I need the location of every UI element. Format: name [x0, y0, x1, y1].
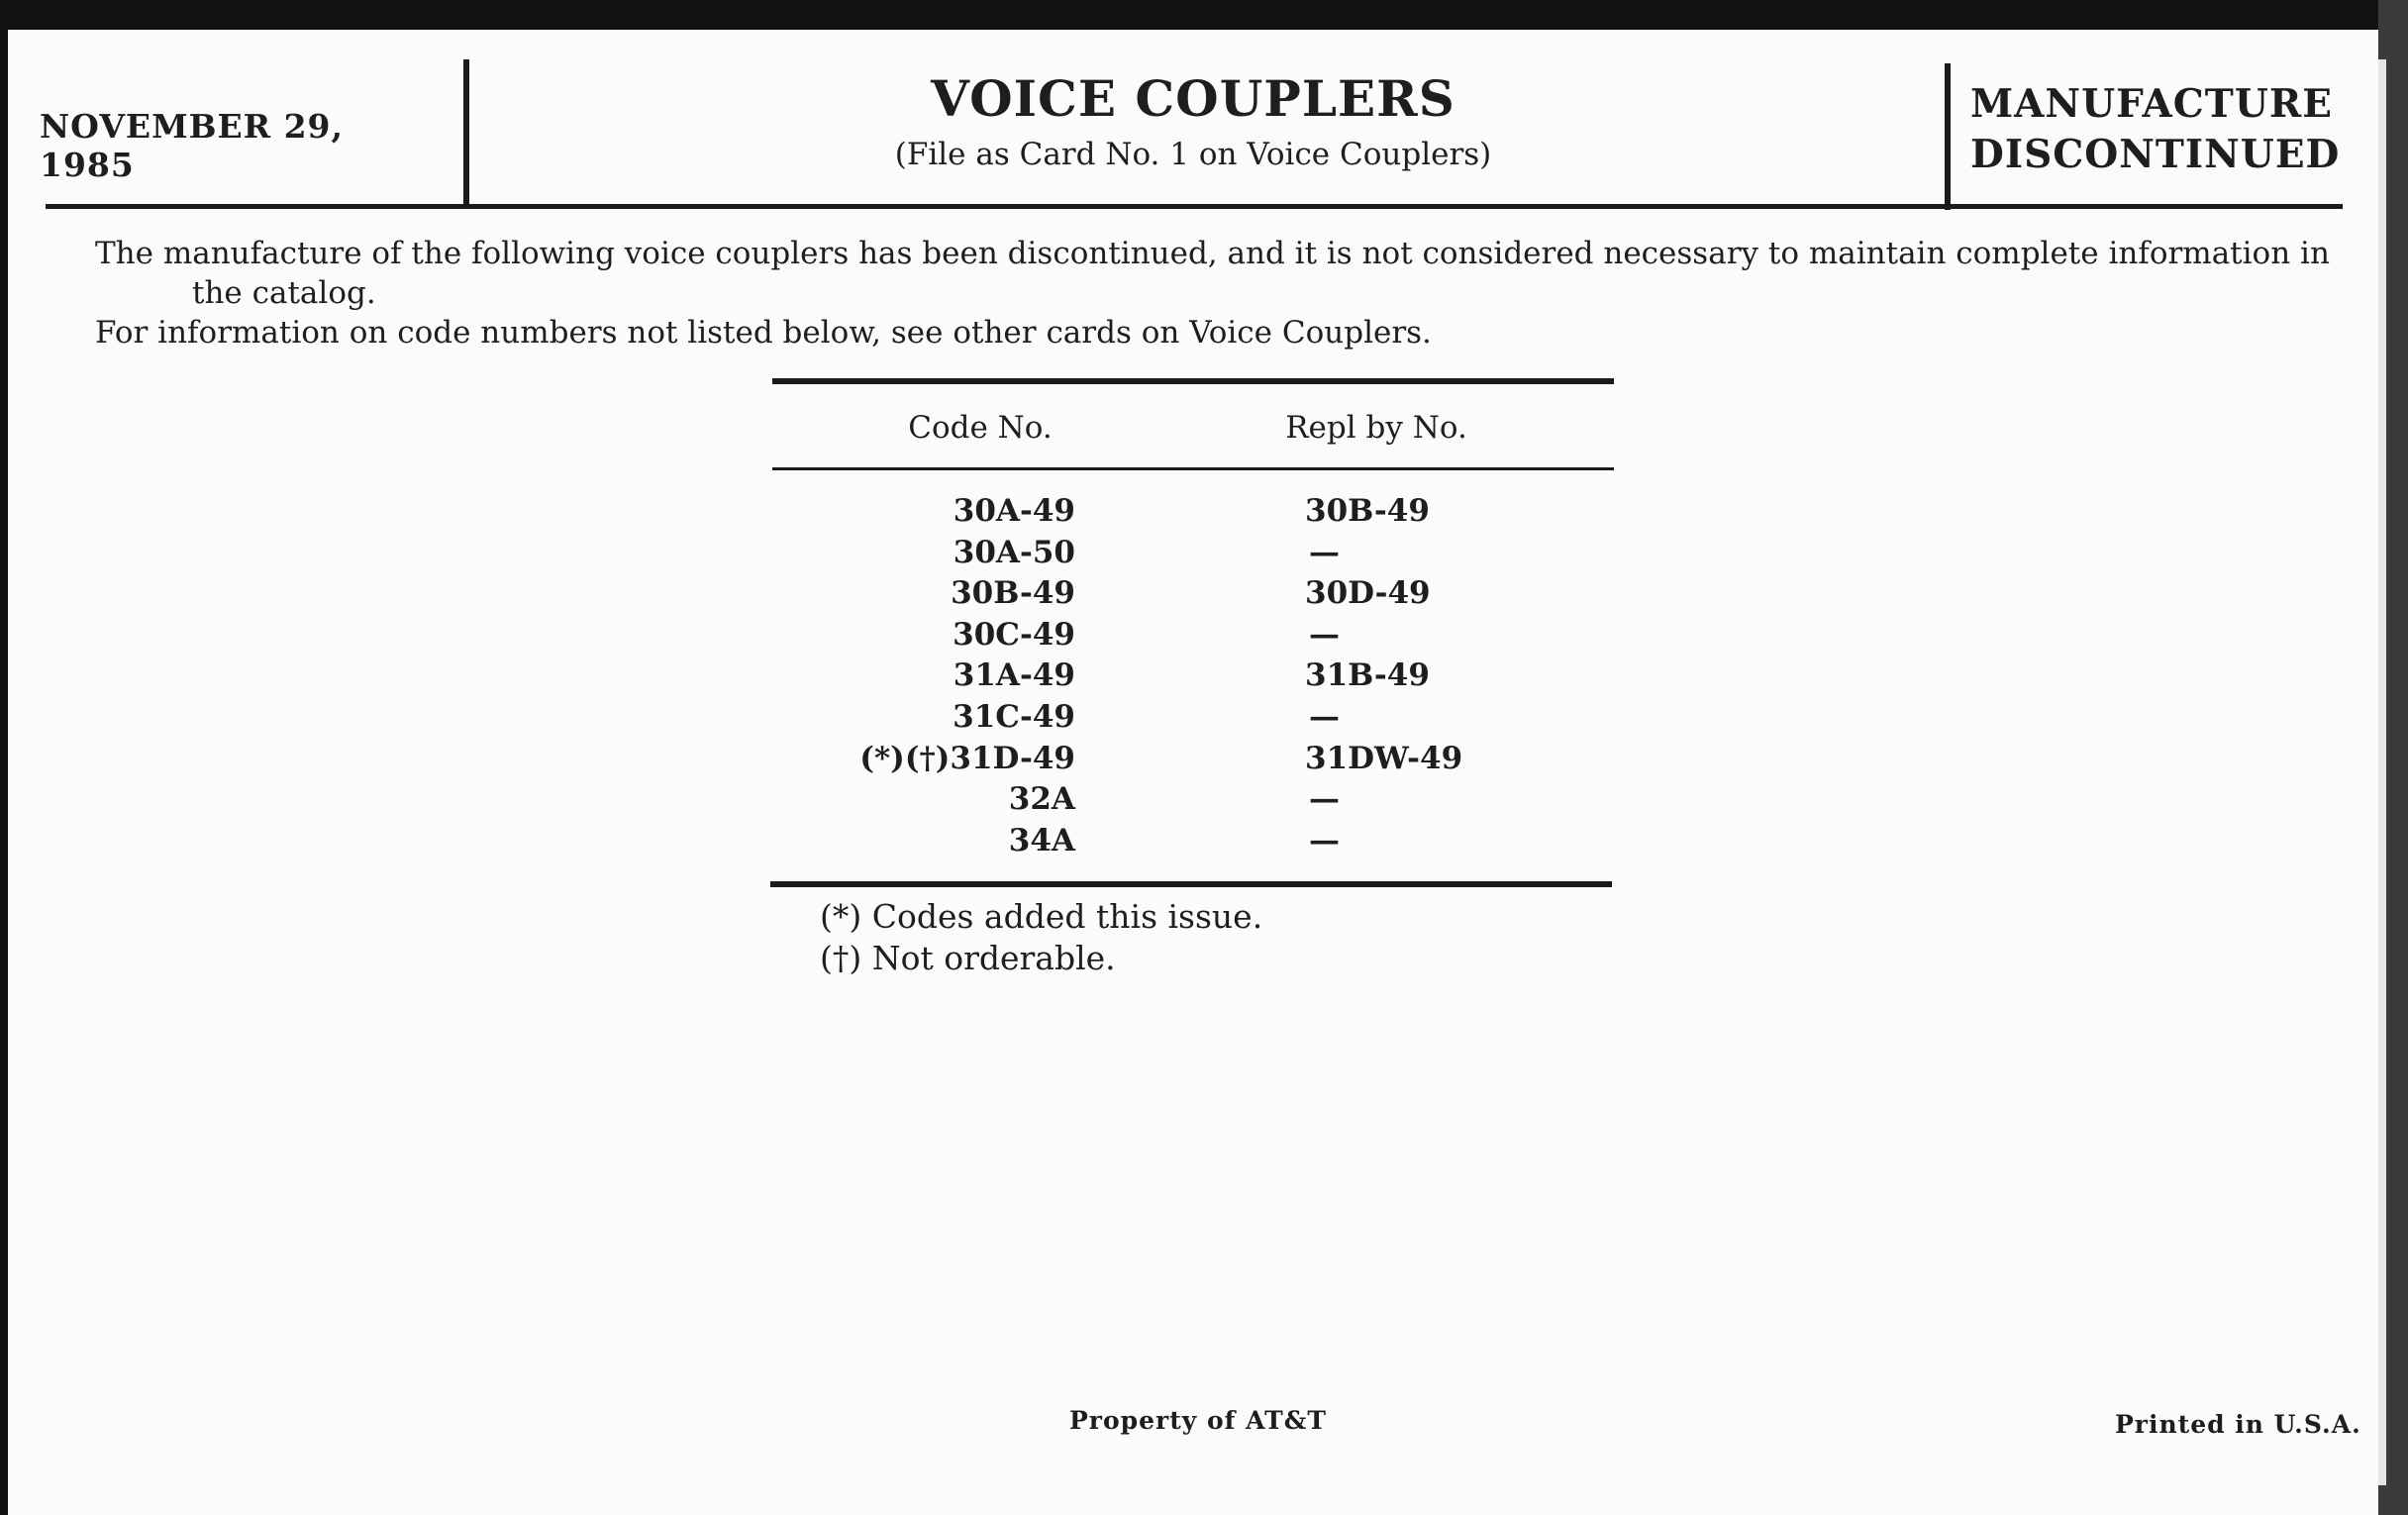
table-cell-code: 30A-50	[953, 535, 1075, 570]
table-cell-code: 30C-49	[953, 617, 1075, 653]
table-cell-replacement: —	[1309, 699, 1340, 735]
table-cell-replacement: 31B-49	[1305, 657, 1430, 693]
table-cell-replacement: —	[1309, 535, 1340, 570]
header-rule	[46, 204, 2343, 209]
table-cell-replacement: 30B-49	[1305, 493, 1430, 529]
table-cell-code: 34A	[1008, 823, 1075, 858]
header-code-no: Code No.	[908, 410, 1053, 446]
table-cell-code: (*)(†)31D-49	[859, 741, 1075, 776]
note-not-orderable: (†) Not orderable.	[820, 939, 1116, 977]
card-title: VOICE COUPLERS	[931, 69, 1455, 128]
table-cell-code: 30B-49	[951, 575, 1075, 611]
card-subtitle: (File as Card No. 1 on Voice Couplers)	[894, 137, 1492, 172]
intro-paragraph-2: For information on code numbers not listed below, see other cards on Voice Couplers.	[95, 315, 1432, 351]
table-header-rule	[772, 467, 1614, 470]
footer-printed: Printed in U.S.A.	[2115, 1410, 2361, 1439]
table-cell-replacement: 31DW-49	[1305, 741, 1463, 776]
intro-text	[95, 234, 2333, 353]
card-status	[1970, 79, 2366, 180]
table-top-rule	[772, 378, 1614, 384]
table-cell-code: 30A-49	[953, 493, 1075, 529]
status-line-1: MANUFACTURE	[1970, 81, 2333, 127]
footer-property: Property of AT&T	[1069, 1406, 1327, 1435]
note-added: (*) Codes added this issue.	[820, 897, 1263, 936]
table-cell-code: 31C-49	[953, 699, 1075, 735]
header-repl-by-no: Repl by No.	[1285, 410, 1467, 446]
scan-edge	[2378, 0, 2408, 1515]
table-cell-replacement: 30D-49	[1305, 575, 1431, 611]
intro-paragraph-1: The manufacture of the following voice couplers has been discontinued, and it is not considered necessary to maintain complete information in the catalog.	[95, 236, 2330, 311]
table-cell-code: 31A-49	[953, 657, 1075, 693]
header-divider-right	[1945, 63, 1951, 210]
table-cell-code: 32A	[1008, 781, 1075, 817]
table-cell-replacement: —	[1309, 617, 1340, 653]
table-bottom-rule	[770, 881, 1612, 887]
status-line-2: DISCONTINUED	[1970, 132, 2341, 177]
card-date: NOVEMBER 29, 1985	[40, 107, 344, 184]
table-cell-replacement: —	[1309, 823, 1340, 858]
table-cell-replacement: —	[1309, 781, 1340, 817]
